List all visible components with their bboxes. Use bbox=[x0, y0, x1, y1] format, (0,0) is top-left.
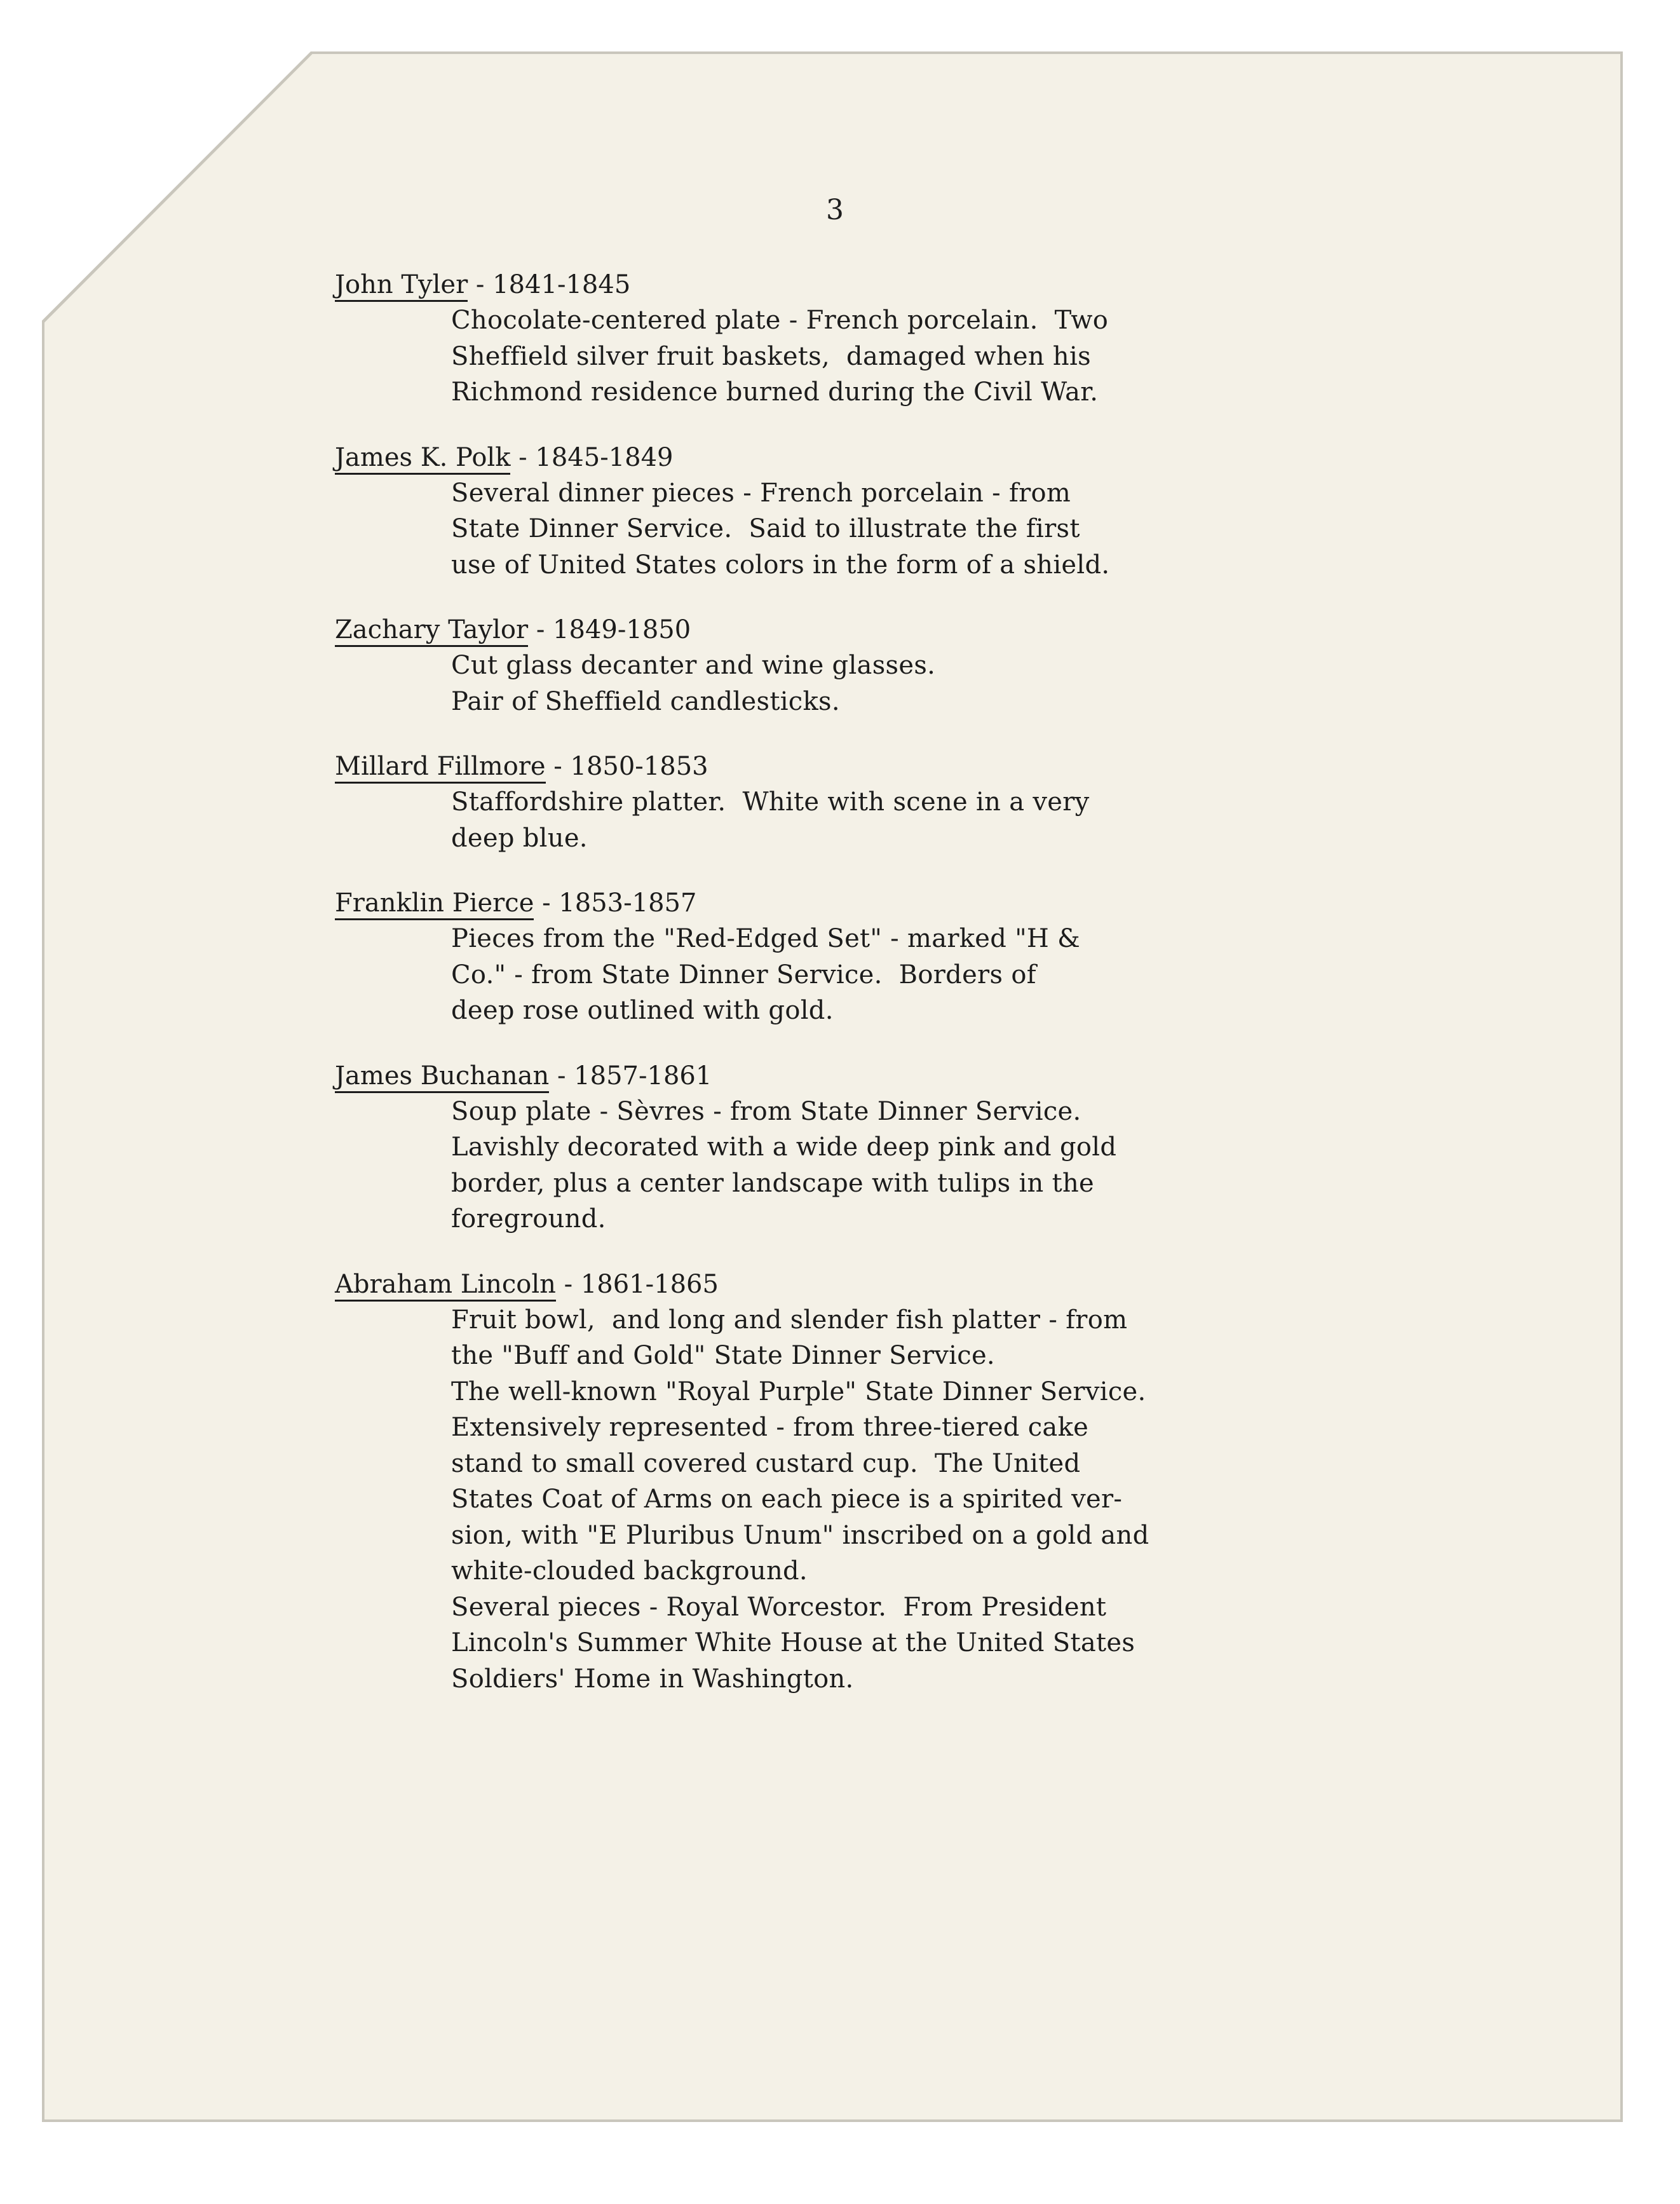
description-line: Pieces from the "Red-Edged Set" - marked "H & bbox=[451, 924, 1081, 953]
description-line: the "Buff and Gold" State Dinner Service. bbox=[451, 1341, 995, 1370]
description-line: white-clouded background. bbox=[451, 1556, 808, 1586]
entry-description bbox=[451, 303, 1415, 411]
president-name: James K. Polk bbox=[335, 443, 510, 475]
description-line: Richmond residence burned during the Civil War. bbox=[451, 378, 1099, 407]
entry-description bbox=[451, 475, 1415, 583]
term-dates: - 1849-1850 bbox=[528, 615, 691, 644]
entry-heading bbox=[335, 1058, 1415, 1094]
president-name: James Buchanan bbox=[335, 1061, 549, 1093]
description-line: deep blue. bbox=[451, 823, 588, 853]
description-line: Co." - from State Dinner Service. Borders of bbox=[451, 960, 1036, 990]
president-entry bbox=[335, 267, 1415, 411]
description-line: Soldiers' Home in Washington. bbox=[451, 1664, 854, 1694]
entry-description bbox=[451, 1302, 1415, 1697]
description-line: State Dinner Service. Said to illustrate the first bbox=[451, 514, 1080, 543]
description-line: States Coat of Arms on each piece is a spirited ver- bbox=[451, 1485, 1123, 1514]
description-line: Several pieces - Royal Worcestor. From President bbox=[451, 1592, 1107, 1622]
description-line: deep rose outlined with gold. bbox=[451, 996, 834, 1025]
description-line: Cut glass decanter and wine glasses. bbox=[451, 651, 936, 680]
description-line: use of United States colors in the form of a shield. bbox=[451, 550, 1110, 580]
president-entry bbox=[335, 1267, 1415, 1697]
term-dates: - 1861-1865 bbox=[555, 1269, 719, 1299]
president-name: Franklin Pierce bbox=[335, 888, 534, 920]
description-line: Fruit bowl, and long and slender fish platter - from bbox=[451, 1305, 1128, 1335]
term-dates: - 1853-1857 bbox=[534, 888, 697, 918]
description-line: Lincoln's Summer White House at the United States bbox=[451, 1628, 1135, 1657]
description-line: stand to small covered custard cup. The United bbox=[451, 1448, 1081, 1478]
description-line: Sheffield silver fruit baskets, damaged when his bbox=[451, 341, 1091, 371]
description-line: foreground. bbox=[451, 1204, 606, 1234]
description-line: Several dinner pieces - French porcelain - from bbox=[451, 478, 1071, 508]
president-name: John Tyler bbox=[335, 270, 468, 302]
entry-description bbox=[451, 648, 1415, 719]
description-line: Lavishly decorated with a wide deep pink and gold bbox=[451, 1133, 1117, 1162]
entry-description bbox=[451, 1094, 1415, 1237]
term-dates: - 1845-1849 bbox=[510, 442, 674, 472]
description-line: border, plus a center landscape with tulips in the bbox=[451, 1168, 1095, 1198]
entry-heading bbox=[335, 440, 1415, 475]
president-entry bbox=[335, 885, 1415, 1029]
entry-description bbox=[451, 784, 1415, 856]
entry-heading bbox=[335, 885, 1415, 921]
page-number: 3 bbox=[826, 194, 844, 226]
description-line: Soup plate - Sèvres - from State Dinner Service. bbox=[451, 1096, 1081, 1126]
entry-heading bbox=[335, 749, 1415, 784]
description-line: Staffordshire platter. White with scene in a very bbox=[451, 787, 1090, 817]
description-line: The well-known "Royal Purple" State Dinner Service. bbox=[451, 1377, 1146, 1406]
entry-heading bbox=[335, 612, 1415, 648]
entry-heading bbox=[335, 267, 1415, 303]
president-entry bbox=[335, 612, 1415, 719]
description-line: Chocolate-centered plate - French porcelain. Two bbox=[451, 306, 1109, 335]
document-body bbox=[335, 267, 1415, 1726]
president-entry bbox=[335, 749, 1415, 856]
president-name: Abraham Lincoln bbox=[335, 1270, 556, 1302]
description-line: Extensively represented - from three-tiered cake bbox=[451, 1413, 1089, 1442]
entry-heading bbox=[335, 1267, 1415, 1302]
president-entry bbox=[335, 440, 1415, 583]
description-line: sion, with "E Pluribus Unum" inscribed on a gold and bbox=[451, 1520, 1149, 1550]
entry-description bbox=[451, 921, 1415, 1029]
description-line: Pair of Sheffield candlesticks. bbox=[451, 686, 840, 716]
president-name: Millard Fillmore bbox=[335, 752, 546, 784]
president-name: Zachary Taylor bbox=[335, 615, 528, 647]
term-dates: - 1841-1845 bbox=[468, 270, 631, 299]
president-entry bbox=[335, 1058, 1415, 1237]
term-dates: - 1857-1861 bbox=[549, 1061, 712, 1091]
term-dates: - 1850-1853 bbox=[545, 752, 708, 781]
